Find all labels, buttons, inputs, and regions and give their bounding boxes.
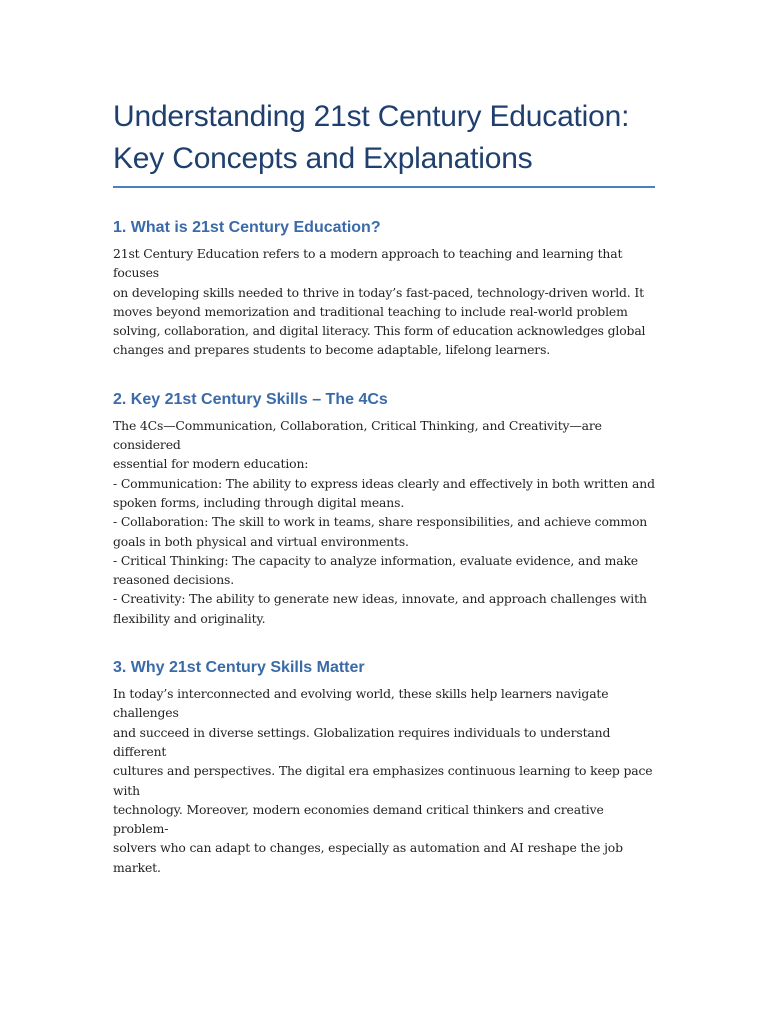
body-line: reasoned decisions. bbox=[113, 572, 235, 588]
body-line: on developing skills needed to thrive in today’s fast-paced, technology-driven world. It bbox=[113, 284, 644, 300]
body-line: - Creativity: The ability to generate new ideas, innovate, and approach challenges with bbox=[113, 591, 647, 607]
body-line: solvers who can adapt to changes, especially as automation and AI reshape the job market. bbox=[113, 840, 623, 875]
body-line: technology. Moreover, modern economies demand critical thinkers and creative problem- bbox=[113, 801, 604, 837]
body-line: In today’s interconnected and evolving world, these skills help learners navigate challenges bbox=[113, 686, 609, 721]
title-line-1: Understanding 21st Century Education: bbox=[113, 100, 630, 133]
body-line: 21st Century Education refers to a modern approach to teaching and learning that focuses bbox=[113, 246, 623, 281]
section-heading: 1. What is 21st Century Education? bbox=[113, 219, 381, 236]
section-heading: 3. Why 21st Century Skills Matter bbox=[113, 659, 365, 677]
body-line: changes and prepares students to become adaptable, lifelong learners. bbox=[113, 342, 551, 358]
body-line: spoken forms, including through digital means. bbox=[113, 494, 405, 510]
body-line: flexibility and originality. bbox=[113, 610, 266, 626]
section-why-matter bbox=[113, 658, 655, 877]
section-what-is bbox=[113, 218, 655, 360]
body-line: cultures and perspectives. The digital era emphasizes continuous learning to keep pace with bbox=[113, 763, 653, 798]
section-body bbox=[113, 244, 655, 360]
title-line-2: Key Concepts and Explanations bbox=[113, 142, 533, 175]
body-line: solving, collaboration, and digital literacy. This form of education acknowledges global bbox=[113, 323, 646, 339]
body-line: - Collaboration: The skill to work in teams, share responsibilities, and achieve common bbox=[113, 514, 648, 530]
section-key-skills bbox=[113, 390, 655, 628]
body-line: - Critical Thinking: The capacity to analyze information, evaluate evidence, and make bbox=[113, 552, 638, 568]
section-body bbox=[113, 684, 655, 877]
document-page bbox=[113, 96, 655, 877]
section-body bbox=[113, 416, 655, 628]
body-line: The 4Cs—Communication, Collaboration, Critical Thinking, and Creativity—are considered bbox=[113, 417, 602, 453]
document-title bbox=[113, 96, 655, 188]
body-line: goals in both physical and virtual environments. bbox=[113, 533, 409, 549]
body-line: moves beyond memorization and traditional teaching to include real-world problem bbox=[113, 303, 628, 319]
body-line: - Communication: The ability to express ideas clearly and effectively in both written and bbox=[113, 475, 655, 491]
body-line: essential for modern education: bbox=[113, 456, 309, 472]
section-heading: 2. Key 21st Century Skills – The 4Cs bbox=[113, 390, 388, 408]
body-line: and succeed in diverse settings. Globalization requires individuals to understand different bbox=[113, 724, 611, 759]
